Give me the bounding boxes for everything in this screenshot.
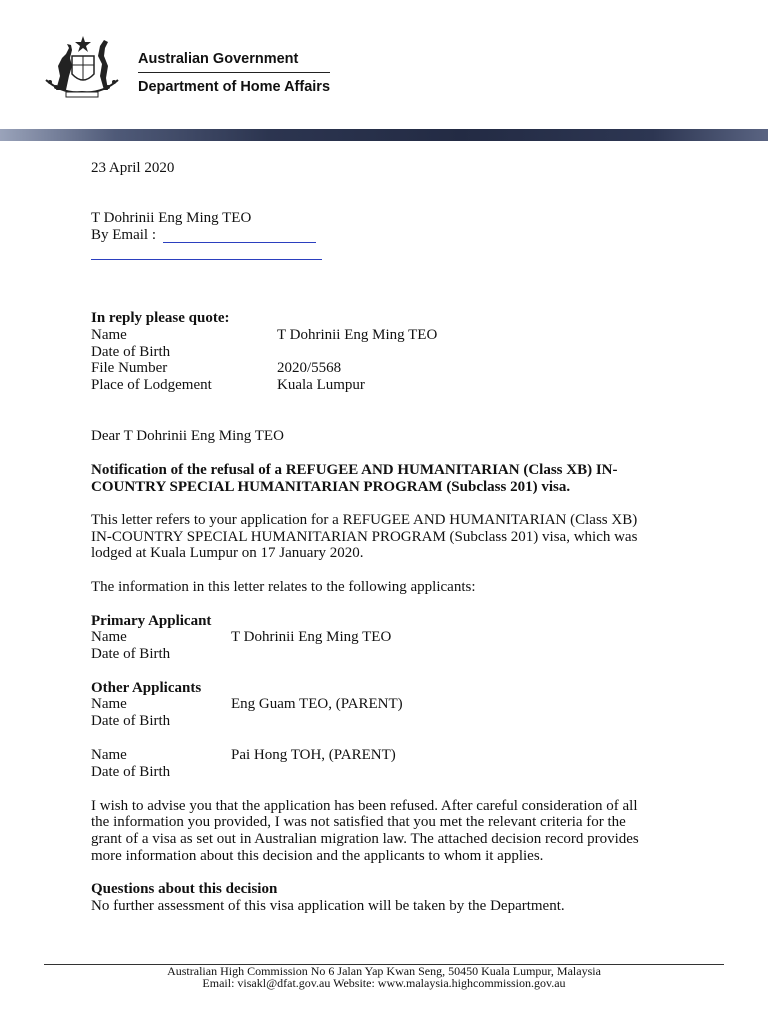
paragraph-line: IN-COUNTRY SPECIAL HUMANITARIAN PROGRAM (Subclass 201) visa, which was (91, 529, 638, 545)
applicant-name-label: Name (91, 629, 127, 645)
other-applicants-heading: Other Applicants (91, 680, 202, 696)
quote-label: Date of Birth (91, 344, 171, 360)
org-name-line2: Department of Home Affairs (138, 79, 331, 95)
applicant-name: Pai Hong TOH, (PARENT) (231, 747, 396, 763)
recipient-name: T Dohrinii Eng Ming TEO (91, 210, 252, 226)
quote-value: 2020/5568 (277, 360, 342, 376)
applicant-dob-label: Date of Birth (91, 764, 171, 780)
paragraph-line: The information in this letter relates to the following applicants: (91, 579, 476, 595)
applicant-name-label: Name (91, 696, 127, 712)
subject-line: COUNTRY SPECIAL HUMANITARIAN PROGRAM (Subclass 201) visa. (91, 479, 571, 495)
email-link-redacted-line2[interactable] (91, 259, 322, 260)
letter-date: 23 April 2020 (91, 160, 175, 176)
paragraph-line: grant of a visa as set out in Australian migration law. The attached decision record provides (91, 831, 639, 847)
paragraph-line: I wish to advise you that the application has been refused. After careful consideration of all (91, 798, 638, 814)
quote-label: Place of Lodgement (91, 377, 212, 393)
quote-value: T Dohrinii Eng Ming TEO (277, 327, 438, 343)
footer-contact: Email: visakl@dfat.gov.au Website: www.malaysia.highcommission.gov.au (202, 976, 566, 990)
email-link-redacted[interactable] (163, 242, 316, 243)
applicant-name: T Dohrinii Eng Ming TEO (231, 629, 392, 645)
header-divider (138, 72, 330, 73)
by-email-label: By Email : (91, 227, 156, 243)
applicant-dob-label: Date of Birth (91, 646, 171, 662)
coat-of-arms-logo (42, 32, 122, 102)
paragraph-line: the information you provided, I was not satisfied that you met the relevant criteria for the (91, 814, 626, 830)
org-name-line1: Australian Government (138, 51, 299, 67)
quote-heading: In reply please quote: (91, 310, 230, 326)
footer-address: Australian High Commission No 6 Jalan Yap Kwan Seng, 50450 Kuala Lumpur, Malaysia (167, 964, 601, 978)
quote-label: File Number (91, 360, 168, 376)
salutation: Dear T Dohrinii Eng Ming TEO (91, 428, 284, 444)
paragraph-line: No further assessment of this visa application will be taken by the Department. (91, 898, 565, 914)
primary-applicant-heading: Primary Applicant (91, 613, 212, 629)
applicant-name: Eng Guam TEO, (PARENT) (231, 696, 403, 712)
paragraph-line: lodged at Kuala Lumpur on 17 January 2020. (91, 545, 364, 561)
applicant-name-label: Name (91, 747, 127, 763)
questions-heading: Questions about this decision (91, 881, 278, 897)
subject-line: Notification of the refusal of a REFUGEE AND HUMANITARIAN (Class XB) IN- (91, 462, 618, 478)
quote-label: Name (91, 327, 127, 343)
applicant-dob-label: Date of Birth (91, 713, 171, 729)
paragraph-line: This letter refers to your application for a REFUGEE AND HUMANITARIAN (Class XB) (91, 512, 638, 528)
paragraph-line: more information about this decision and the applicants to whom it applies. (91, 848, 544, 864)
quote-value: Kuala Lumpur (277, 377, 365, 393)
header-banner (0, 129, 768, 141)
